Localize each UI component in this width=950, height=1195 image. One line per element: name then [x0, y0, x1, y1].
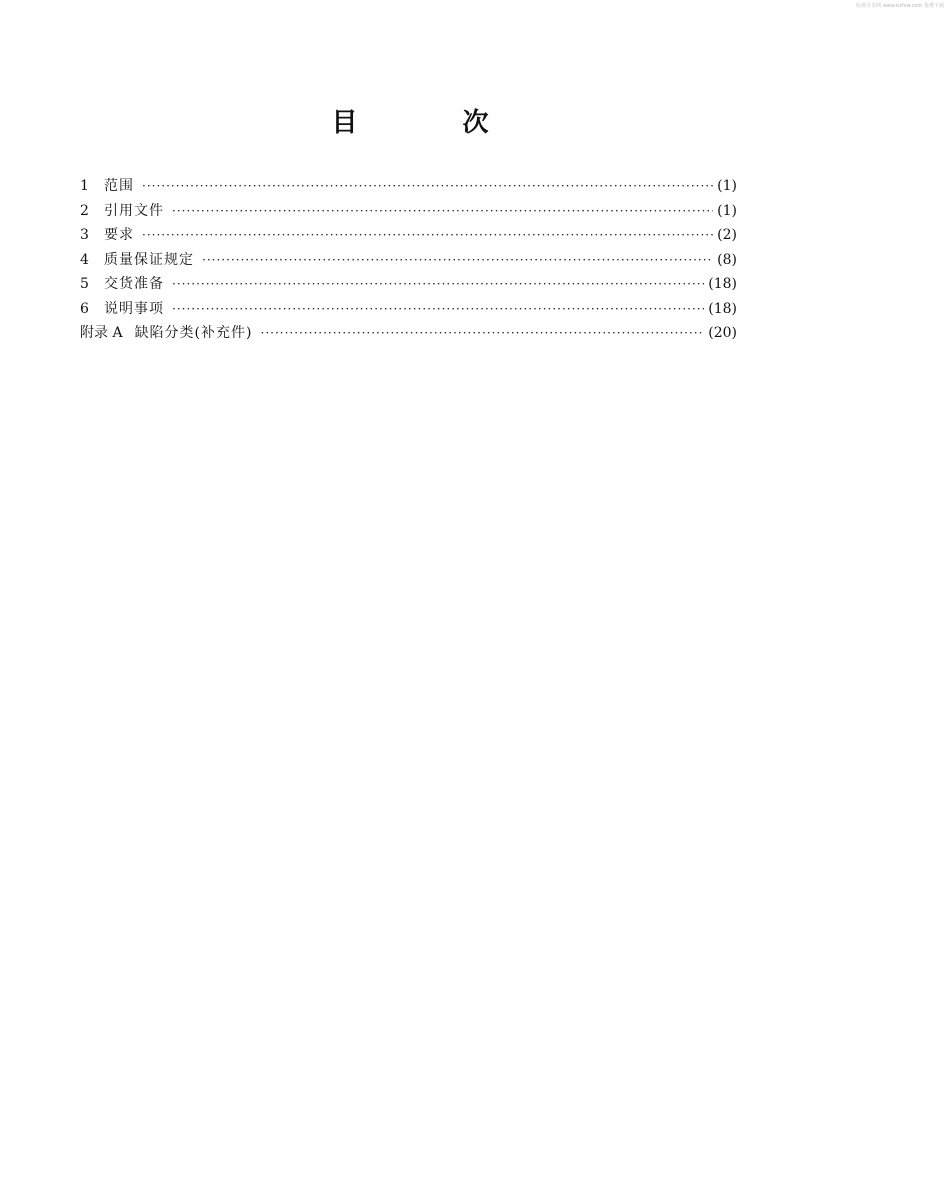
- toc-entry-appendix-a[interactable]: [80, 321, 737, 346]
- toc-entry-number: 附录 A: [80, 325, 123, 341]
- toc-entry-page: (18): [708, 276, 737, 292]
- toc-entry-page: (1): [717, 178, 737, 194]
- toc-entry-number: 3: [80, 227, 89, 243]
- toc-entry-title: 缺陷分类(补充件): [134, 325, 253, 341]
- toc-entry-page: (1): [717, 202, 737, 219]
- toc-entry-number: 1: [80, 178, 89, 194]
- toc-entry-references[interactable]: [80, 199, 737, 224]
- watermark-text: 标准分享网 www.bzfxw.com 免费下载: [856, 3, 944, 9]
- toc-entry-notes[interactable]: [80, 297, 737, 322]
- page-title: 目 次: [331, 108, 537, 138]
- toc-entry-page: (8): [717, 251, 737, 268]
- toc-entry-number: 5: [80, 276, 89, 292]
- toc-entry-delivery[interactable]: [80, 272, 737, 297]
- toc-dot-leader: [142, 223, 713, 248]
- toc-entry-number: 6: [80, 300, 89, 317]
- toc-entry-title: 质量保证规定: [104, 251, 194, 268]
- toc-entry-requirements[interactable]: [80, 223, 737, 248]
- toc-entry-scope[interactable]: [80, 174, 737, 199]
- toc-entry-title: 引用文件: [104, 202, 164, 219]
- table-of-contents: [80, 174, 737, 346]
- toc-dot-leader: [261, 321, 705, 346]
- toc-dot-leader: [172, 272, 704, 297]
- toc-entry-number: 4: [80, 251, 89, 268]
- toc-entry-title: 范围: [104, 178, 134, 194]
- toc-dot-leader: [172, 297, 704, 322]
- toc-entry-quality-assurance[interactable]: [80, 248, 737, 273]
- toc-entry-title: 交货准备: [104, 276, 164, 292]
- toc-dot-leader: [142, 174, 713, 199]
- toc-entry-title: 要求: [104, 227, 134, 243]
- toc-dot-leader: [172, 199, 713, 224]
- toc-entry-page: (2): [717, 227, 737, 243]
- toc-entry-number: 2: [80, 202, 89, 219]
- toc-entry-page: (20): [708, 325, 737, 341]
- toc-dot-leader: [202, 248, 713, 273]
- toc-entry-page: (18): [708, 300, 737, 317]
- toc-entry-title: 说明事项: [104, 300, 164, 317]
